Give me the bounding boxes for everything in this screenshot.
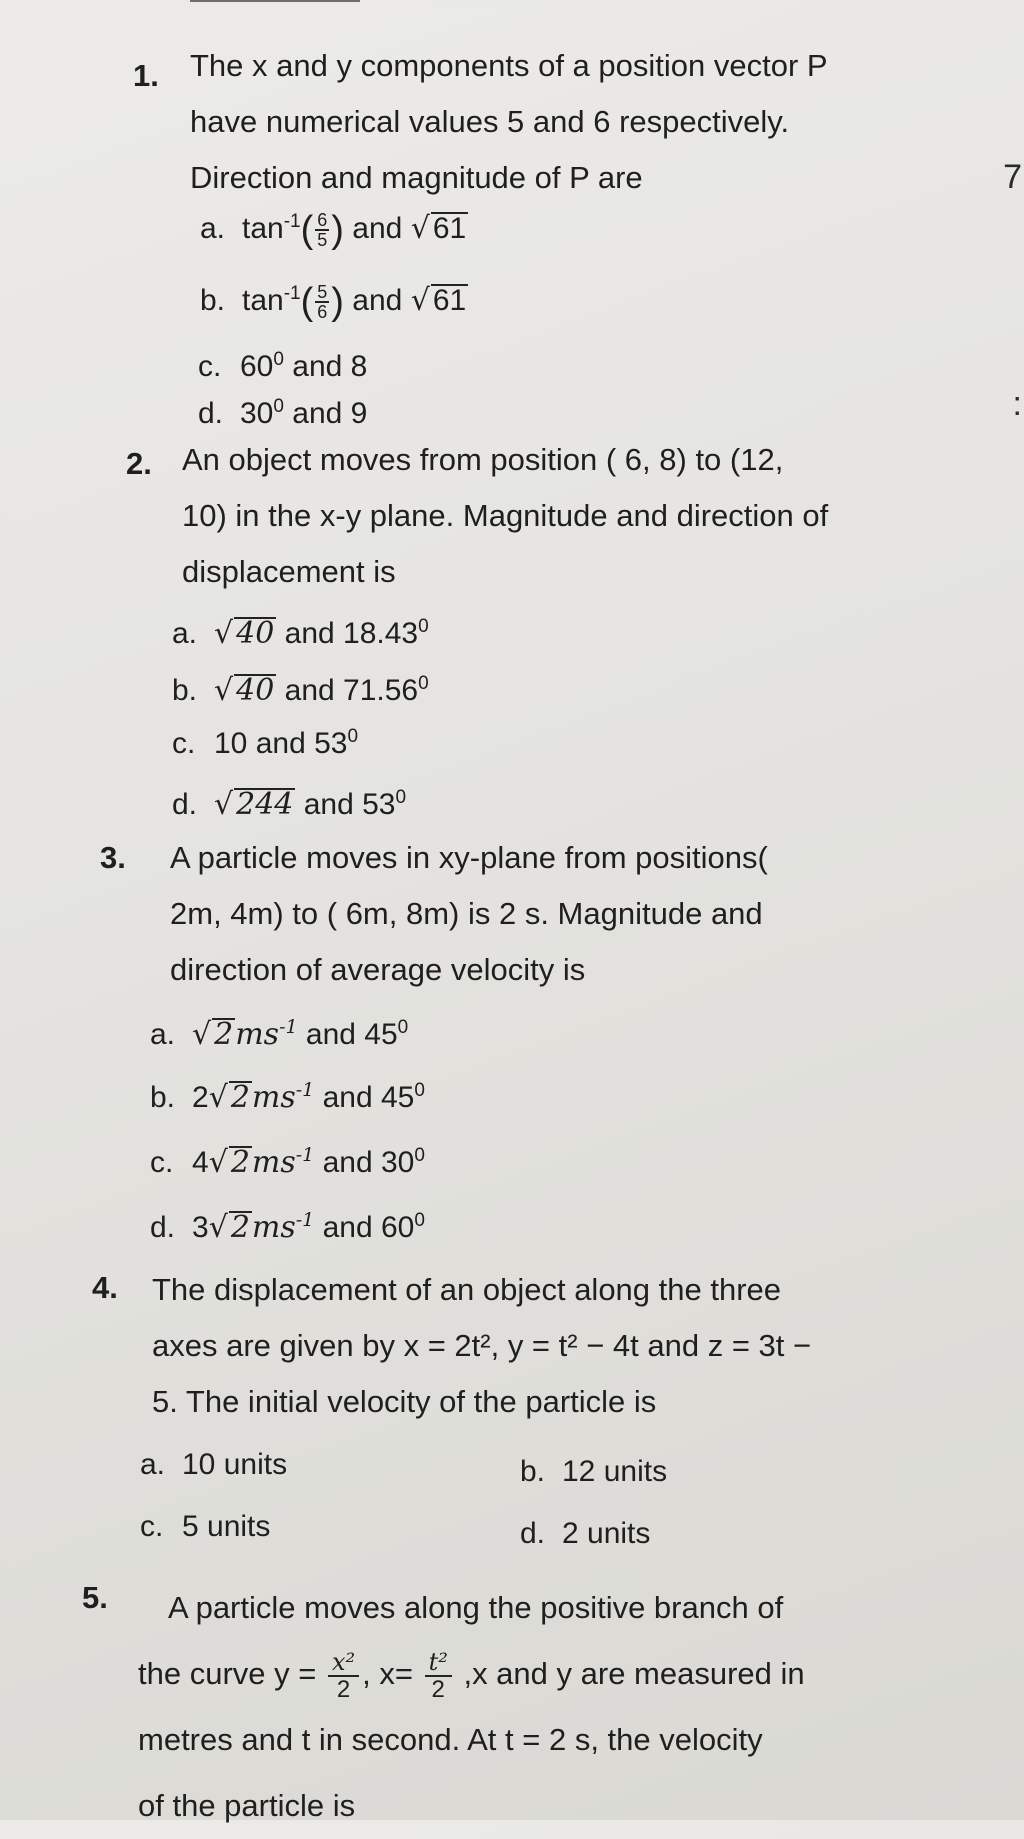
question-4-option-b: b. 12 units [520,1450,667,1494]
fraction-t-squared-over-2: $\frac{\text{t²}}{2}$ [425,1649,452,1703]
question-3-line: direction of average velocity is [170,952,586,987]
edge-mark-1: 7 [1003,158,1022,196]
question-2-option-a: a. √ 40 and 18.43$^0$ [172,605,429,656]
question-2-option-c: c. 10 and $53^0$ [172,715,358,766]
question-3-text [170,830,768,998]
question-5-text [138,1575,805,1839]
page-top-edge [190,0,360,2]
option-label: d. [172,788,198,821]
question-1-line: have numerical values 5 and 6 respectively. [190,104,790,139]
question-1-option-d: d. $30^0$ and 9 [198,385,367,436]
question-5-line: metres and t in second. At t = 2 s, the velocity [138,1722,763,1757]
question-2-line: An object moves from position ( 6, 8) to (12, [182,442,784,477]
question-3-option-a: a. √ $2ms^{-1}$ and $45^0$ [150,1005,408,1057]
option-label: a. [172,617,198,650]
option-label: c. [150,1146,174,1179]
option-label: b. [200,284,226,317]
option-label: d. [520,1517,546,1550]
option-label: c. [198,350,222,383]
question-1-option-a: a. $\tan^{-1}$( $\frac{6}{5}$ ) and √ 61 [200,200,468,252]
question-2-option-b: b. √ 40 and 71.56$^0$ [172,662,429,713]
question-2-line: displacement is [182,554,396,589]
question-5-number: 5. [82,1580,108,1615]
option-label: d. [150,1211,176,1244]
fraction: $\frac{6}{5}$ [317,210,328,251]
question-3-option-b: b. 2√ $2ms^{-1}$ and $45^0$ [150,1068,425,1120]
question-4-line: 5. The initial velocity of the particle is [152,1384,657,1419]
question-3-line: 2m, 4m) to ( 6m, 8m) is 2 s. Magnitude and [170,896,763,931]
question-2-line: 10) in the x-y plane. Magnitude and direction of [182,498,829,533]
question-2-number: 2. [126,446,152,481]
option-label: a. [140,1448,166,1481]
question-3-line: A particle moves in xy-plane from positions( [170,840,768,875]
question-1-text [190,38,828,206]
option-label: b. [520,1455,546,1488]
question-4-number: 4. [92,1270,118,1305]
option-label: d. [198,397,224,430]
question-1-number: 1. [133,58,159,93]
option-label: a. [150,1018,176,1051]
option-label: c. [140,1510,164,1543]
question-4-option-c: c. 5 units [140,1505,270,1549]
edge-mark-2: : [1012,385,1022,423]
question-4-line: The displacement of an object along the three [152,1272,782,1307]
question-4-text [152,1262,811,1430]
question-4-option-d: d. 2 units [520,1512,650,1556]
question-1-line: Direction and magnitude of P are [190,160,643,195]
question-5-line: the curve y = $\frac{\text{x²}}{2}$ , x= $\frac{\text{t²}}{2}$ ,x and y are measured in [138,1647,805,1703]
question-1-option-c: c. $60^0$ and 8 [198,338,367,389]
option-label: b. [150,1081,176,1114]
option-label: a. [200,212,226,245]
option-label: c. [172,727,196,760]
question-3-option-c: c. 4√ $2ms^{-1}$ and $30^0$ [150,1133,425,1185]
question-3-number: 3. [100,840,126,875]
question-2-option-d: d. √ 244 and $53^0$ [172,776,406,827]
question-1-option-b: b. $\tan^{-1}$( $\frac{5}{6}$ ) and √ 61 [200,272,468,324]
question-5-line: of the particle is [138,1788,356,1823]
option-label: b. [172,674,198,707]
question-2-text [182,432,828,600]
question-1-line: The x and y components of a position vector P [190,48,828,83]
question-3-option-d: d. 3√ $2ms^{-1}$ and $60^0$ [150,1198,425,1250]
question-4-line: axes are given by x = 2t², y = t² − 4t and z = 3t − [152,1328,812,1363]
question-5-line: A particle moves along the positive branch of [168,1590,784,1625]
question-4-option-a: a. 10 units [140,1443,287,1487]
fraction: $\frac{5}{6}$ [317,282,328,323]
fraction-x-squared-over-2: $\frac{\text{x²}}{2}$ [328,1649,359,1703]
